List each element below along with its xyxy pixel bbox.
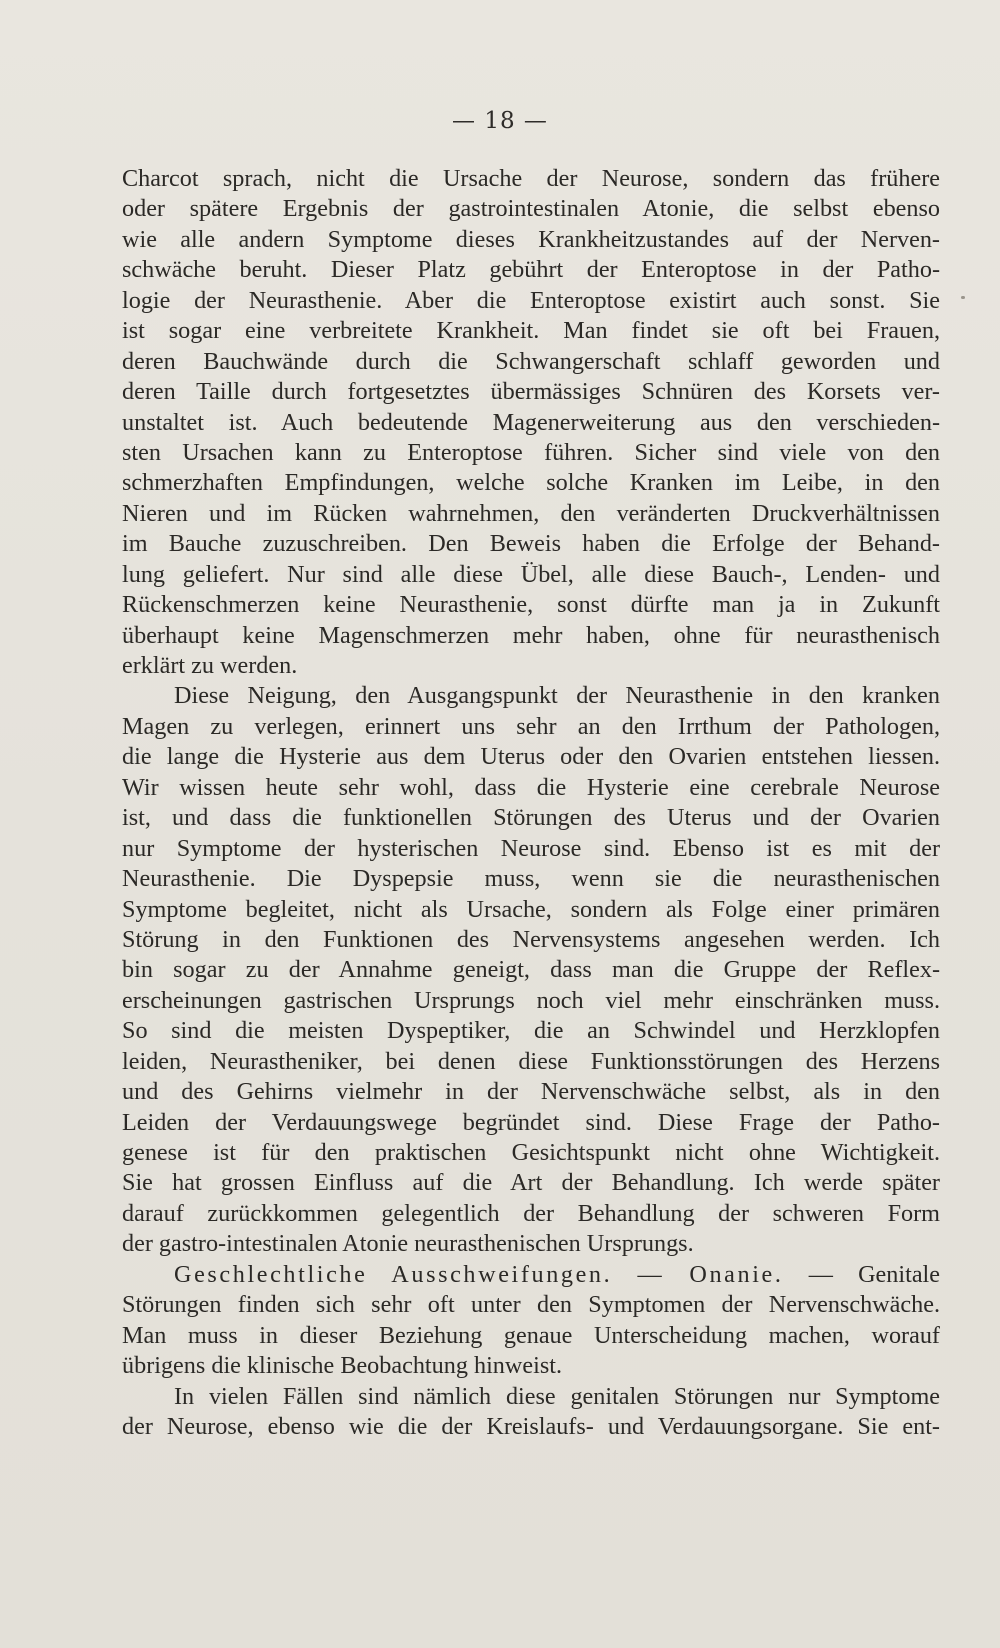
text-line: Neurasthenie. Die Dyspepsie muss, wenn sie die neurasthenischen [122, 865, 940, 893]
text-line: schwäche beruht. Dieser Platz gebührt der Enteroptose in der Patho- [122, 256, 940, 284]
text-line: Rückenschmerzen keine Neurasthenie, sonst dürfte man ja in Zukunft [122, 591, 940, 619]
text-line: deren Taille durch fortgesetztes übermässiges Schnüren des Korsets ver- [122, 378, 940, 406]
text-line: bin sogar zu der Annahme geneigt, dass man die Gruppe der Reflex- [122, 956, 940, 984]
text-fragment: Genitale [858, 1260, 941, 1288]
text-line: Leiden der Verdauungswege begründet sind. Diese Frage der Patho- [122, 1108, 940, 1136]
text-line: ist, und dass die funktionellen Störungen des Uterus und der Ovarien [122, 804, 940, 832]
text-line: logie der Neurasthenie. Aber die Enteroptose existirt auch sonst. Sie [122, 286, 940, 314]
margin-speck [961, 296, 965, 299]
text-line: Symptome begleitet, nicht als Ursache, sondern als Folge einer primären [122, 895, 940, 923]
text-line: übrigens die klinische Beobachtung hinweist. [122, 1352, 562, 1380]
text-line: leiden, Neurastheniker, bei denen diese Funktionsstörungen des Herzens [122, 1047, 940, 1075]
paragraph-1 [122, 164, 940, 681]
text-line: Charcot sprach, nicht die Ursache der Neurose, sondern das frühere [122, 165, 940, 192]
page-number: — 18 — [452, 108, 548, 134]
text-line: lung geliefert. Nur sind alle diese Übel, alle diese Bauch-, Lenden- und [122, 560, 940, 588]
text-line: Sie hat grossen Einfluss auf die Art der Behandlung. Ich werde später [122, 1169, 940, 1197]
text-line: In vielen Fällen sind nämlich diese genitalen Störungen nur Symptome [174, 1382, 940, 1410]
text-line: Diese Neigung, den Ausgangspunkt der Neurasthenie in den kranken [174, 682, 940, 710]
text-line: und des Gehirns vielmehr in der Nervenschwäche selbst, als in den [122, 1078, 940, 1106]
text-line: Störungen finden sich sehr oft unter den Symptomen der Nervenschwäche. [122, 1291, 940, 1319]
section-heading: Geschlechtliche Ausschweifungen. — Onanie. — [174, 1260, 836, 1288]
text-line: sten Ursachen kann zu Enteroptose führen. Sicher sind viele von den [122, 438, 940, 466]
text-line: schmerzhaften Empfindungen, welche solche Kranken im Leibe, in den [122, 469, 940, 497]
text-line: der Neurose, ebenso wie die der Kreislaufs- und Verdauungsorgane. Sie ent- [122, 1412, 940, 1440]
paragraph-3 [122, 1260, 940, 1382]
body-text [122, 164, 940, 1442]
text-line: Nieren und im Rücken wahrnehmen, den veränderten Druckverhältnissen [122, 499, 940, 527]
text-line: oder spätere Ergebnis der gastrointestinalen Atonie, die selbst ebenso [122, 195, 940, 223]
text-line: So sind die meisten Dyspeptiker, die an Schwindel und Herzklopfen [122, 1017, 940, 1045]
text-line: deren Bauchwände durch die Schwangerschaft schlaff geworden und [122, 347, 940, 375]
paragraph-4 [122, 1382, 940, 1443]
text-line: ist sogar eine verbreitete Krankheit. Man findet sie oft bei Frauen, [122, 317, 940, 345]
text-line: erklärt zu werden. [122, 652, 298, 679]
text-line: unstaltet ist. Auch bedeutende Magenerweiterung aus den verschieden- [122, 408, 940, 436]
text-line: überhaupt keine Magenschmerzen mehr haben, ohne für neurasthenisch [122, 621, 940, 649]
text-line: der gastro-intestinalen Atonie neurasthenischen Ursprungs. [122, 1230, 694, 1258]
text-line: im Bauche zuzuschreiben. Den Beweis haben die Erfolge der Behand- [122, 530, 940, 558]
text-line: Störung in den Funktionen des Nervensystems angesehen werden. Ich [122, 925, 940, 953]
text-line: nur Symptome der hysterischen Neurose sind. Ebenso ist es mit der [122, 834, 940, 862]
text-line [122, 1260, 940, 1290]
text-line: Magen zu verlegen, erinnert uns sehr an den Irrthum der Pathologen, [122, 712, 940, 740]
text-line: Man muss in dieser Beziehung genaue Unterscheidung machen, worauf [122, 1321, 940, 1349]
paragraph-2 [122, 681, 940, 1259]
text-line: erscheinungen gastrischen Ursprungs noch viel mehr einschränken muss. [122, 986, 940, 1014]
text-line: die lange die Hysterie aus dem Uterus oder den Ovarien entstehen liessen. [122, 743, 940, 771]
text-line: genese ist für den praktischen Gesichtspunkt nicht ohne Wichtigkeit. [122, 1139, 940, 1166]
text-line: darauf zurückkommen gelegentlich der Behandlung der schweren Form [122, 1199, 940, 1227]
text-line: wie alle andern Symptome dieses Krankheitzustandes auf der Nerven- [122, 225, 940, 253]
text-line: Wir wissen heute sehr wohl, dass die Hysterie eine cerebrale Neurose [122, 773, 940, 801]
